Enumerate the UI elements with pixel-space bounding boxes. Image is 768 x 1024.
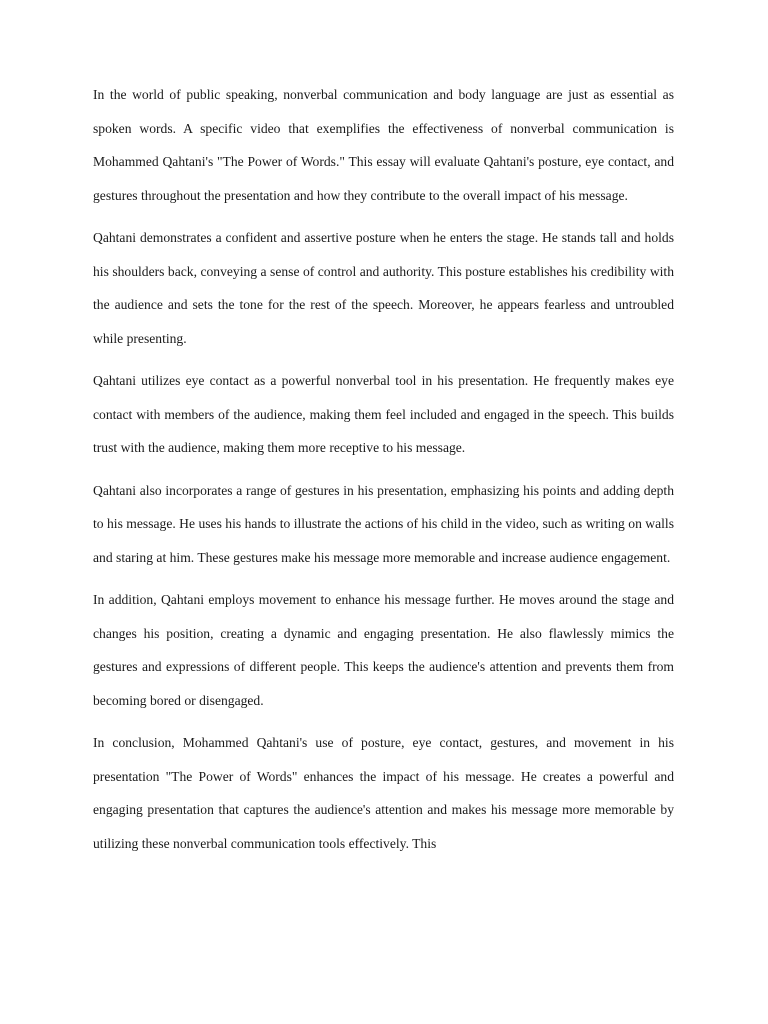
paragraph-eye-contact: Qahtani utilizes eye contact as a powerful nonverbal tool in his presentation. He frequently makes eye contact with members of the audience, making them feel included and engaged in the speech. This builds trust with the audience, making them more receptive to his message. [93,373,674,455]
paragraph-gestures: Qahtani also incorporates a range of gestures in his presentation, emphasizing his points and adding depth to his message. He uses his hands to illustrate the actions of his child in the video, such as writing on walls and staring at him. These gestures make his message more memorable and increase audience engagement. [93,482,674,565]
paragraph-movement: In addition, Qahtani employs movement to enhance his message further. He moves around the stage and changes his position, creating a dynamic and engaging presentation. He also flawlessly mimics the gestures and expressions of different people. This keeps the audience's attention and prevents them from becoming bored or disengaged. [93,592,674,708]
paragraph-posture: Qahtani demonstrates a confident and assertive posture when he enters the stage. He stands tall and holds his shoulders back, conveying a sense of control and authority. This posture establishes his credibility with the audience and sets the tone for the rest of the speech. Moreover, he appears fearless and untroubled while presenting. [93,230,674,346]
paragraph-introduction: In the world of public speaking, nonverbal communication and body language are just as essential as spoken words. A specific video that exemplifies the effectiveness of nonverbal communication is Mohammed Qahtani's "The Power of Words." This essay will evaluate Qahtani's posture, eye contact, and gestures throughout the presentation and how they contribute to the overall impact of his message. [93,87,674,203]
document-page [93,78,674,869]
paragraph-conclusion: In conclusion, Mohammed Qahtani's use of posture, eye contact, gestures, and movement in his presentation "The Power of Words" enhances the impact of his message. He creates a powerful and engaging presentation that captures the audience's attention and makes his message more memorable by utilizing these nonverbal communication tools effectively. This [93,735,674,851]
